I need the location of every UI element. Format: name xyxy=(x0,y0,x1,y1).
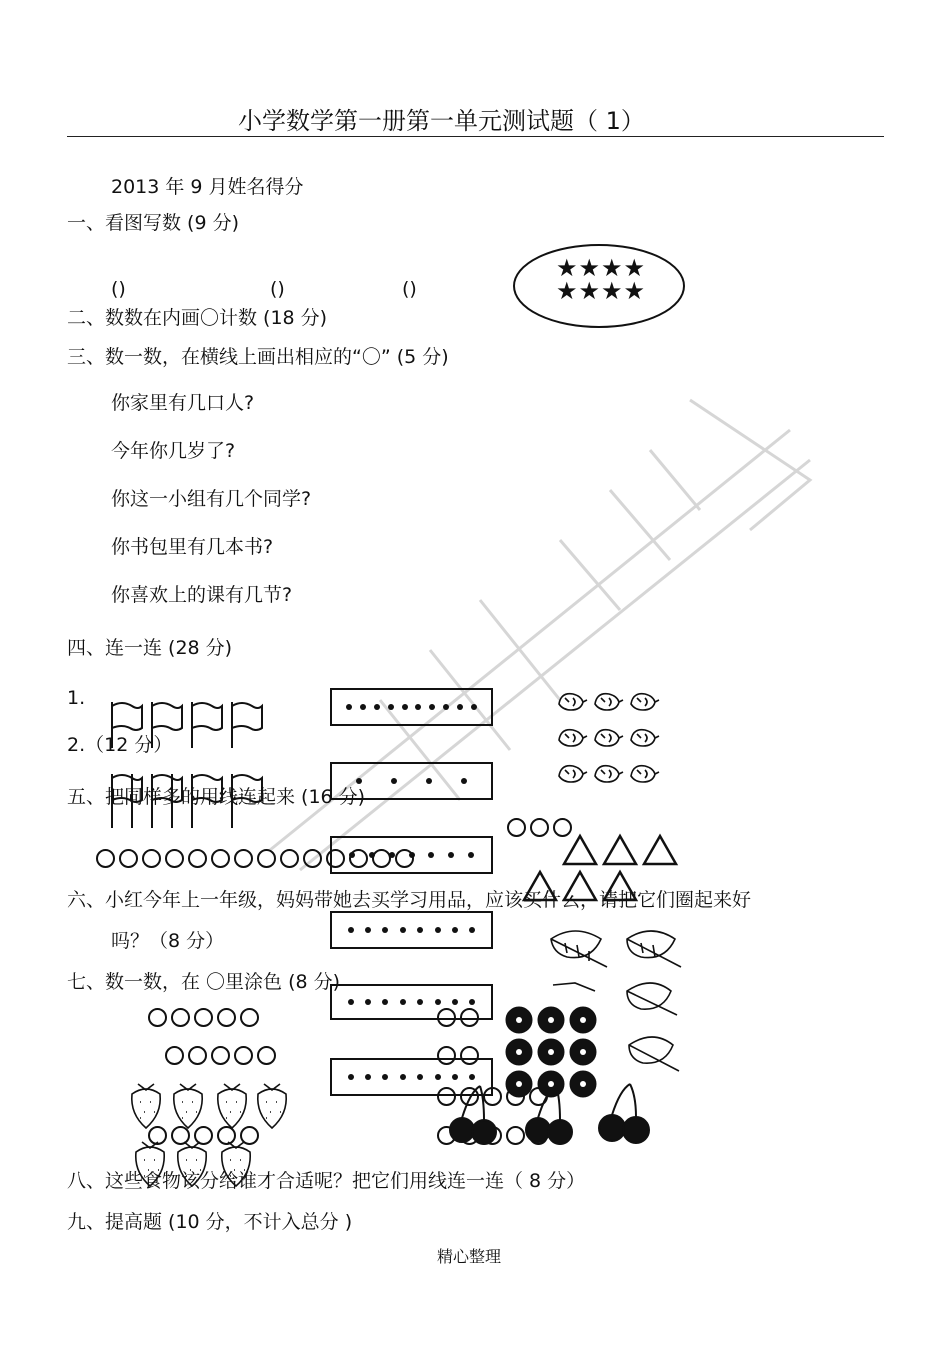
dot xyxy=(469,999,475,1005)
section-9-heading: 九、提高题 (10 分，不计入总分 ) xyxy=(67,1211,353,1233)
question-books: 你书包里有几本书? xyxy=(111,536,274,558)
dot xyxy=(417,999,423,1005)
section-6-continued: 吗？（8 分） xyxy=(111,930,225,952)
question-family: 你家里有几口人? xyxy=(111,392,255,414)
dot xyxy=(356,778,362,784)
dot xyxy=(374,704,380,710)
dot xyxy=(388,704,394,710)
dot xyxy=(443,704,449,710)
circles-row-a xyxy=(148,1008,263,1031)
dot xyxy=(391,778,397,784)
dot xyxy=(435,927,441,933)
answer-blank-3: () xyxy=(402,278,417,300)
dot xyxy=(469,1074,475,1080)
dot xyxy=(429,704,435,710)
birds-grid xyxy=(555,688,665,798)
dot xyxy=(469,927,475,933)
dot xyxy=(400,999,406,1005)
dot xyxy=(346,704,352,710)
circles-row-long xyxy=(96,849,418,872)
flags-group-1 xyxy=(108,700,263,750)
circles-row-b xyxy=(165,1046,280,1069)
section-7-heading: 七、数一数，在 〇里涂色 (8 分) xyxy=(67,971,341,993)
section-1-heading: 一、看图写数 (9 分) xyxy=(67,212,239,234)
dot xyxy=(435,999,441,1005)
footer-note: 精心整理 xyxy=(437,1247,502,1266)
dot xyxy=(382,999,388,1005)
dot xyxy=(348,1074,354,1080)
dot xyxy=(348,999,354,1005)
question-age: 今年你几岁了? xyxy=(111,440,236,462)
dot xyxy=(452,999,458,1005)
dot xyxy=(461,778,467,784)
circles-row-d xyxy=(437,1008,483,1031)
dot-box-4 xyxy=(330,911,493,949)
item-2-label: 2.（12 分） xyxy=(67,734,173,756)
dot xyxy=(417,1074,423,1080)
item-1-label: 1. xyxy=(67,687,86,709)
dot xyxy=(426,778,432,784)
dot xyxy=(400,1074,406,1080)
dot xyxy=(457,704,463,710)
dot xyxy=(452,1074,458,1080)
triangles-row-1 xyxy=(560,832,680,868)
section-2-heading: 二、数数在内画〇计数 (18 分) xyxy=(67,307,328,329)
title-rule xyxy=(67,136,884,137)
dot xyxy=(435,1074,441,1080)
section-8-heading: 八、这些食物该分给谁才合适呢？把它们用线连一连（ 8 分） xyxy=(67,1170,586,1192)
section-3-heading: 三、数一数，在横线上画出相应的“〇” (5 分) xyxy=(67,346,449,368)
dot xyxy=(428,852,434,858)
circles-row-e xyxy=(437,1046,483,1069)
answer-blank-2: () xyxy=(270,278,285,300)
dot xyxy=(400,927,406,933)
answer-blank-1: () xyxy=(111,278,126,300)
question-classes: 你喜欢上的课有几节? xyxy=(111,584,293,606)
dot-box-1 xyxy=(330,688,493,726)
question-classmates: 你这一小组有几个同学? xyxy=(111,488,312,510)
dot xyxy=(471,704,477,710)
dot xyxy=(402,704,408,710)
dot xyxy=(415,704,421,710)
dot xyxy=(452,927,458,933)
page-title: 小学数学第一册第一单元测试题（ 1） xyxy=(238,107,645,135)
stars-row-1: ★★★★ xyxy=(556,254,647,282)
dot xyxy=(382,1074,388,1080)
section-6-heading: 六、小红今年上一年级，妈妈带她去买学习用品，应该买什么，请把它们圈起来好 xyxy=(67,889,752,911)
dot xyxy=(365,927,371,933)
cherries-group xyxy=(440,1082,660,1146)
dot xyxy=(365,1074,371,1080)
section-5-heading: 五、把同样多的用线连起来 (16 分) xyxy=(67,786,366,808)
dot xyxy=(348,927,354,933)
dot xyxy=(468,852,474,858)
dot xyxy=(360,704,366,710)
section-4-heading: 四、连一连 (28 分) xyxy=(67,637,233,659)
stars-row-2: ★★★★ xyxy=(556,277,647,305)
dot xyxy=(365,999,371,1005)
date-name-score-line: 2013 年 9 月姓名得分 xyxy=(111,176,304,198)
dot xyxy=(382,927,388,933)
dot xyxy=(417,927,423,933)
dot xyxy=(448,852,454,858)
